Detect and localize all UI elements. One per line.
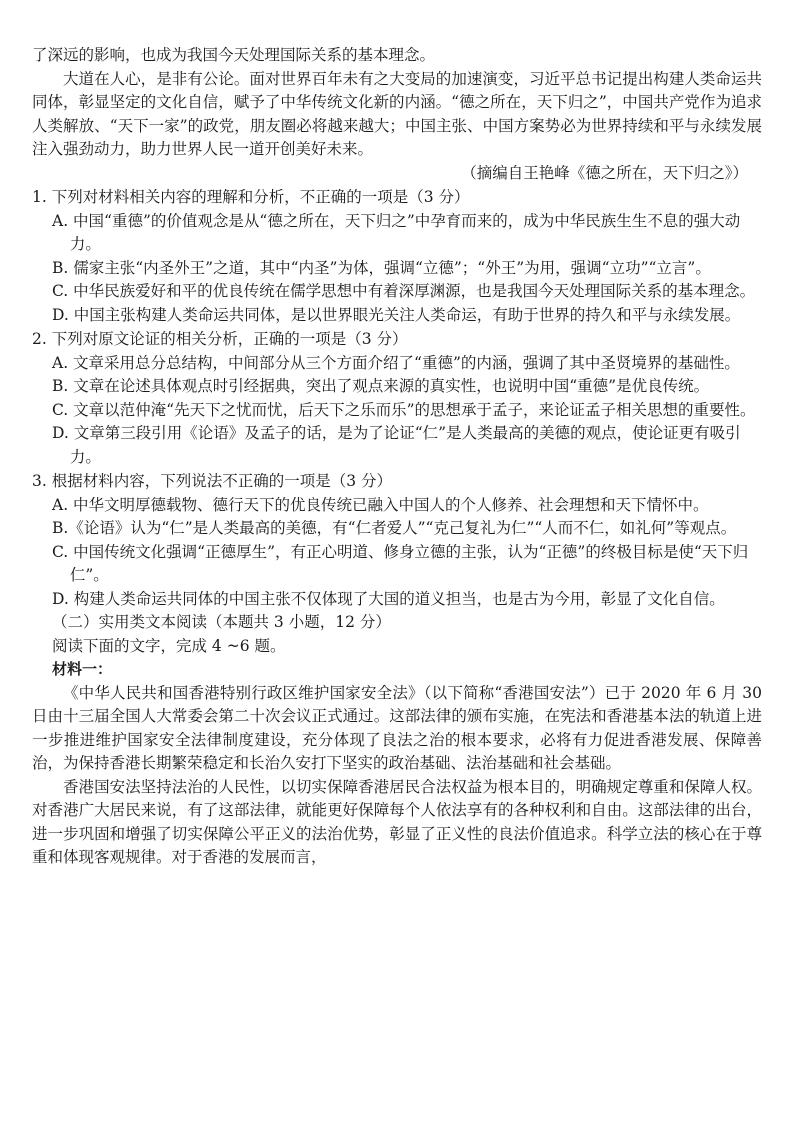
question-stem: 1. 下列对材料相关内容的理解和分析，不正确的一项是（3 分） <box>32 188 470 206</box>
question-2 <box>32 328 762 469</box>
option-d: D. 构建人类命运共同体的中国主张不仅体现了大国的道义担当，也是古为今用，彰显了文化自信。 <box>52 589 725 608</box>
option-list <box>32 352 762 470</box>
page-body <box>32 44 762 870</box>
section-instruction: 阅读下面的文字，完成 4 ~6 题。 <box>52 636 286 655</box>
material-paragraph: 《中华人民共和国香港特别行政区维护国家安全法》（以下简称“香港国安法”）已于 2020 年 6 月 30 日由十三届全国人大常委会第二十次会议正式通过。这部法律的颁布实施，在宪法和香港基本法的轨道上进一步推进维护国家安全法律制度建设，充分体现了良法之治的根本要求，必将有力促进香港发展、保障善治，为保持香港长期繁荣稳定和长治久安打下坚实的政治基础、法治基础和社会基础。 <box>32 683 762 772</box>
passage-paragraph: 大道在人心，是非有公论。面对世界百年未有之大变局的加速演变，习近平总书记提出构建人类命运共同体，彰显坚定的文化自信，赋予了中华传统文化新的内涵。“德之所在，天下归之”，中国共产党作为追求人类解放、“天下一家”的政党，朋友圈必将越来越大；中国主张、中国方案势必为世界持续和平与永续发展注入强劲动力，助力世界人民一道开创美好未来。 <box>32 69 762 158</box>
passage-continuation: 了深远的影响，也成为我国今天处理国际关系的基本理念。 <box>32 46 436 64</box>
option-b: B.《论语》认为“仁”是人类最高的美德，有“仁者爱人”“克己复礼为仁”“人而不仁，如礼何”等观点。 <box>52 519 737 537</box>
option-d: D. 文章第三段引用《论语》及孟子的话，是为了论证“仁”是人类最高的美德的观点，使论证更有吸引力。 <box>52 424 741 466</box>
option-a: A. 中国“重德”的价值观念是从“德之所在，天下归之”中孕育而来的，成为中华民族生生不息的强大动力。 <box>52 211 741 253</box>
passage-source: （摘编自王艳峰《德之所在，天下归之》） <box>461 163 748 182</box>
option-c: C. 中华民族爱好和平的优良传统在儒学思想中有着深厚渊源，也是我国今天处理国际关系的基本理念。 <box>52 282 756 300</box>
option-a: A. 中华文明厚德载物、德行天下的优良传统已融入中国人的个人修养、社会理想和天下情怀中。 <box>52 495 709 514</box>
option-list <box>32 210 762 328</box>
section-heading: （二）实用类文本阅读（本题共 3 小题，12 分） <box>52 613 391 631</box>
option-b: B. 文章在论述具体观点时引经据典，突出了观点来源的真实性，也说明中国“重德”是优良传统。 <box>52 377 710 395</box>
option-d: D. 中国主张构建人类命运共同体，是以世界眼光关注人类命运，有助于世界的持久和平与永续发展。 <box>52 305 741 324</box>
option-c: C. 中国传统文化强调“正德厚生”，有正心明道、修身立德的主张，认为“正德”的终极目标是使“天下归仁”。 <box>52 542 749 584</box>
option-list <box>32 494 762 612</box>
question-stem: 3. 根据材料内容，下列说法不正确的一项是（3 分） <box>32 472 393 490</box>
question-stem: 2. 下列对原文论证的相关分析，正确的一项是（3 分） <box>32 330 408 348</box>
material-paragraph: 香港国安法坚持法治的人民性，以切实保障香港居民合法权益为根本目的，明确规定尊重和保障人权。对香港广大居民来说，有了这部法律，就能更好保障每个人依法享有的各种权利和自由。这部法律的出台，进一步巩固和增强了切实保障公平正义的法治优势，彰显了正义性的良法价值追求。科学立法的核心在于尊重和体现客观规律。对于香港的发展而言， <box>32 777 762 866</box>
option-b: B. 儒家主张“内圣外王”之道，其中“内圣”为体，强调“立德”；“外王”为用，强调“立功”“立言”。 <box>52 258 711 277</box>
option-c: C. 文章以范仲淹“先天下之忧而忧，后天下之乐而乐”的思想承于孟子，来论证孟子相关思想的重要性。 <box>52 400 756 419</box>
question-1 <box>32 186 762 327</box>
option-a: A. 文章采用总分总结构，中间部分从三个方面介绍了“重德”的内涵，强调了其中圣贤境界的基础性。 <box>52 353 740 372</box>
question-3 <box>32 470 762 611</box>
material-title: 材料一： <box>52 660 113 678</box>
